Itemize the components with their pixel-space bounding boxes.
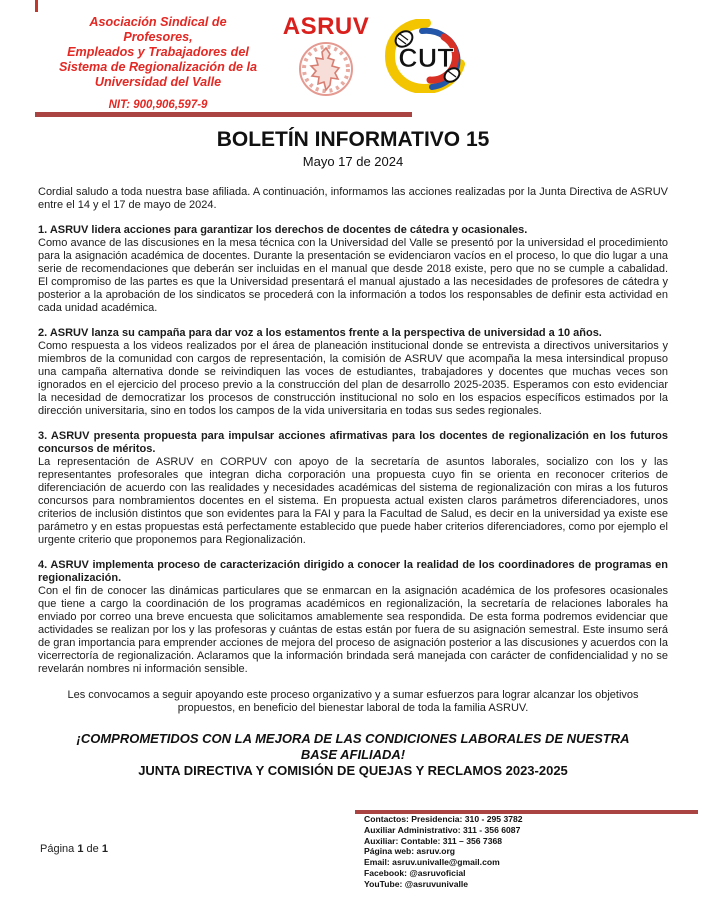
org-name-line: Empleados y Trabajadores del [67, 45, 249, 59]
page-number-of: de [86, 843, 99, 855]
section-4-heading: 4. ASRUV implementa proceso de caracterización dirigido a conocer la realidad de los coordinadores de programas en regionalización. [38, 559, 668, 584]
page-corner-mark [35, 0, 38, 12]
document-body [0, 186, 706, 779]
contact-aux-contable: Auxiliar: Contable: 311 – 356 7368 [364, 835, 503, 846]
section-4 [38, 559, 668, 676]
page-number [40, 843, 108, 855]
cut-logo-icon [382, 19, 470, 98]
footer-contacts [355, 810, 698, 890]
section-1 [38, 224, 668, 315]
nit-label: NIT: 900,906,597-9 [108, 99, 208, 111]
page-number-label: Página [40, 843, 75, 855]
signature-line: JUNTA DIRECTIVA Y COMISIÓN DE QUEJAS Y RECLAMOS 2023-2025 [138, 763, 568, 778]
contact-presidencia: Contactos: Presidencia: 310 - 295 3782 [364, 814, 523, 824]
contact-email: Email: asruv.univalle@gmail.com [364, 857, 500, 868]
contact-website: Página web: asruv.org [364, 846, 456, 857]
contact-facebook: Facebook: @asruvoficial [364, 867, 466, 878]
intro-paragraph: Cordial saludo a toda nuestra base afiliada. A continuación, informamos las acciones realizadas por la Junta Directiva de ASRUV entre el 14 y el 17 de mayo de 2024. [38, 186, 668, 211]
page-title: BOLETÍN INFORMATIVO 15 [216, 128, 490, 151]
page-number-total: 1 [101, 843, 108, 855]
section-2 [38, 327, 668, 418]
asruv-seal-icon [274, 40, 378, 103]
section-4-body: Con el fin de conocer las dinámicas particulares que se enmarcan en la asignación académica de los profesores ocasionales que tiene a cargo la coordinación de los programas académicos en regionalización, la secretaría de relaciones laborales ha enviado por correo una breve encuesta que solicitamos amablemente sea respondida. De esta forma podremos evidenciar que actividades se realizan por los y las profesoras y cuántas de estas están por fuera de su asignación semestral. Este insumo será de gran importancia para emprender acciones de mejora del proceso de asignación posterior a las discusiones y acuerdos con la vicerrectoría de regionalización. Aclaramos que la información brindada será manejada con carácter de confidencialidad y no se revelarán nombres ni información sensible. [38, 585, 668, 675]
asruv-logo [274, 15, 378, 103]
section-3-body: La representación de ASRUV en CORPUV con apoyo de la secretaría de asuntos laborales, socializo con los y las representantes profesorales que integran dicha corporación una propuesta cuyo fin se orienta en reconocer criterios de diferenciación de acuerdo con las realidades y necesidades académicas del sistema de regionalización con miras a los futuros concursos para nombramientos docentes en el sistema. En propuesta actual existen claros parámetros diferenciadores, unos criterios de inclusión distintos que son evidentes para la FAI y para la Facultad de Salud, es decir en la universidad ya existe ese parámetro y en estas propuestas está perfectamente establecido que puede haber criterios diferenciadores, como por ejemplo el urgente criterio que proponemos para Regionalización. [38, 456, 668, 546]
org-name-line: Sistema de Regionalización de la [58, 60, 258, 74]
section-1-heading: 1. ASRUV lidera acciones para garantizar los derechos de docentes de cátedra y ocasionales. [38, 224, 528, 236]
page-number-current: 1 [77, 843, 84, 855]
section-3-heading: 3. ASRUV presenta propuesta para impulsar acciones afirmativas para los docentes de regionalización en los futuros concursos de méritos. [38, 430, 668, 455]
header [0, 0, 706, 111]
section-3 [38, 430, 668, 547]
page-date: Mayo 17 de 2024 [302, 154, 404, 169]
section-2-heading: 2. ASRUV lanza su campaña para dar voz a los estamentos frente a la perspectiva de universidad a 10 años. [38, 327, 602, 339]
slogan-line: ¡COMPROMETIDOS CON LA MEJORA DE LAS CONDICIONES LABORALES DE NUESTRA BASE AFILIADA! [76, 731, 630, 762]
cut-wordmark: CUT [398, 43, 454, 73]
org-name-line: Asociación Sindical de Profesores, [89, 15, 227, 44]
org-name-line: Universidad del Valle [94, 75, 222, 89]
section-1-body: Como avance de las discusiones en la mesa técnica con la Universidad del Valle se presentó por la universidad el procedimiento para la asignación académica de docentes. Durante la presentación se evidenciaron vacíos en el proceso, lo que dio lugar a una serie de recomendaciones que deberán ser incluidas en el manual que desde 2018 existe, pero que no se cumple a cabalidad. El compromiso de las partes es que la Universidad presentará el manual ajustado a las necesidades de profesores de cátedra y posterior a la aprobación de los sindicatos se procederá con la información a todos los responsables de definir esta actividad en cada unidad académica. [38, 237, 668, 314]
header-divider [35, 112, 412, 117]
org-name-block [58, 15, 258, 111]
contact-aux-administrativo: Auxiliar Administrativo: 311 - 356 6087 [364, 824, 521, 835]
closing-paragraph: Les convocamos a seguir apoyando este proceso organizativo y a sumar esfuerzos para lograr alcanzar los objetivos propuestos, en beneficio del bienestar laboral de toda la familia ASRUV. [67, 689, 639, 714]
section-2-body: Como respuesta a los videos realizados por el área de planeación institucional donde se entrevista a directivos universitarios y miembros de la comunidad con cargos de representación, la comisión de ASRUV que acompaña la mesa intersindical propuso una campaña alternativa donde se reivindiquen las voces de estudiantes, trabajadores y docentes que muchas veces son ignorados en el ejercicio del proceso previo a la construcción del plan de desarrollo 2025-2035. Esperamos con esto evidenciar la necesidad de democratizar los procesos de construcción institucional no solo en los espacios específicos estimados por la dirección universitaria, sino en todos los campos de la vida universitaria en todas sus sedes regionales. [38, 340, 668, 417]
contact-youtube: YouTube: @asruvunivalle [364, 878, 469, 889]
asruv-wordmark: ASRUV [282, 13, 370, 40]
